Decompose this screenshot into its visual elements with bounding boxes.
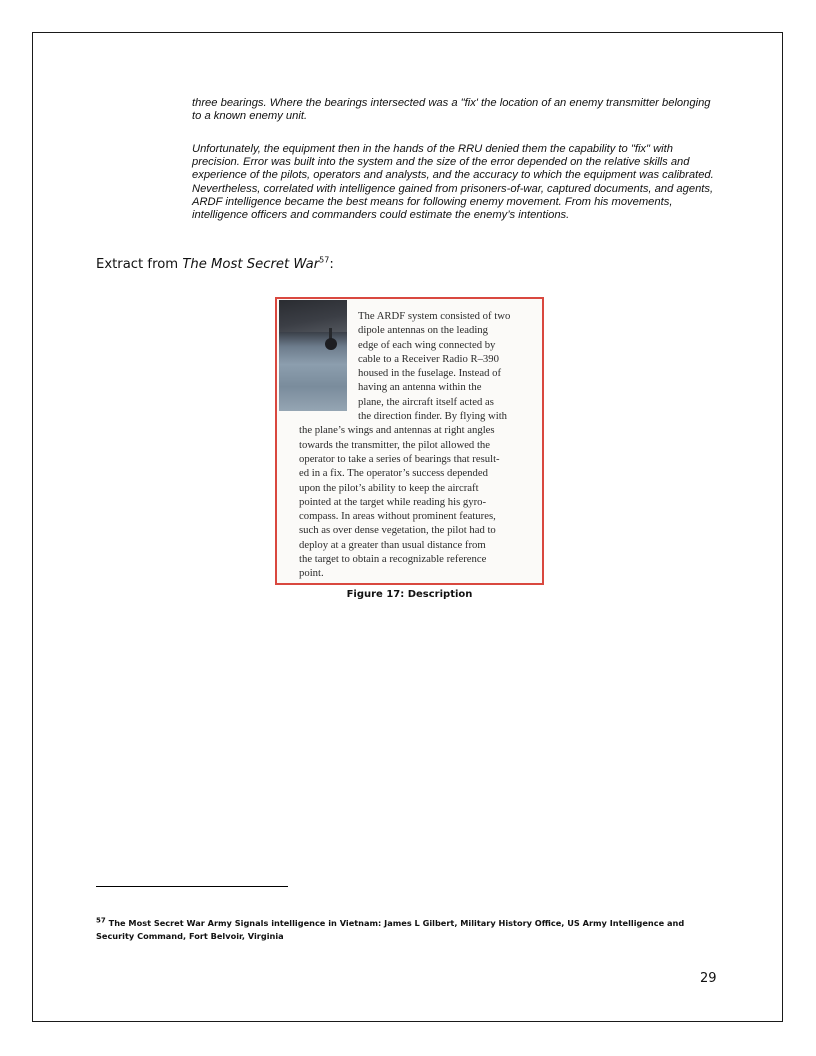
footnote-text: The Most Secret War Army Signals intelligence in Vietnam: James L Gilbert, Military History Office, US Army Intelligence and Security Command, Fort Belvoir, Virginia [96,918,685,941]
figure-text-line: plane, the aircraft itself acted as [358,395,494,408]
body-paragraph: three bearings. Where the bearings intersected was a "fix' the location of an enemy transmitter belonging to a known enemy unit. [192,97,711,123]
section-heading-title: The Most Secret War [182,257,320,272]
figure-text-line: edge of each wing connected by [358,338,496,351]
figure-text-line: towards the transmitter, the pilot allowed the [299,438,491,451]
figure-text-line: point. [299,567,324,580]
footnote [96,917,696,943]
figure-text-line: the direction finder. By flying with [358,410,508,423]
figure-text-line: operator to take a series of bearings that result- [299,452,500,465]
section-heading [96,257,334,272]
figure-text-line: such as over dense vegetation, the pilot had to [299,524,496,537]
figure-text [299,309,539,581]
footnote-rule [96,886,288,887]
figure-text-line: compass. In areas without prominent features, [299,510,496,523]
figure-text-line: the plane’s wings and antennas at right angles [299,424,495,437]
section-heading-prefix: Extract from [96,257,183,272]
page-number: 29 [700,971,717,986]
figure-text-line: cable to a Receiver Radio R–390 [358,352,499,365]
figure-text-line: ed in a fix. The operator’s success depended [299,467,488,480]
figure-text-line: deploy at a greater than usual distance from [299,538,486,551]
figure-text-line: upon the pilot’s ability to keep the aircraft [299,481,479,494]
figure-text-line: dipole antennas on the leading [358,324,488,337]
figure-text-line: the target to obtain a recognizable reference [299,553,487,566]
figure-text-line: housed in the fuselage. Instead of [358,367,502,380]
footnote-reference[interactable]: 57 [319,255,330,265]
figure-image [275,297,544,585]
section-heading-suffix: : [329,257,334,272]
figure-text-line: pointed at the target while reading his gyro- [299,495,487,508]
figure-caption: Figure 17: Description [346,589,473,600]
figure-text-line: The ARDF system consisted of two [358,310,511,322]
figure-text-line: having an antenna within the [358,381,482,394]
footnote-number: 57 [96,916,106,925]
body-paragraph: Unfortunately, the equipment then in the hands of the RRU denied them the capability to "fix" with precision. Error was built into the system and the size of the error depended on the relative skills and experience of the pilots, operators and analysts, and the accuracy to which the equipment was calibrated. Nevertheless, correlated with intelligence gained from prisoners-of-war, captured documents, and agents, ARDF intelligence became the best means for following enemy movement. From his movements, intelligence officers and commanders could estimate the enemy’s intentions. [192,143,714,222]
